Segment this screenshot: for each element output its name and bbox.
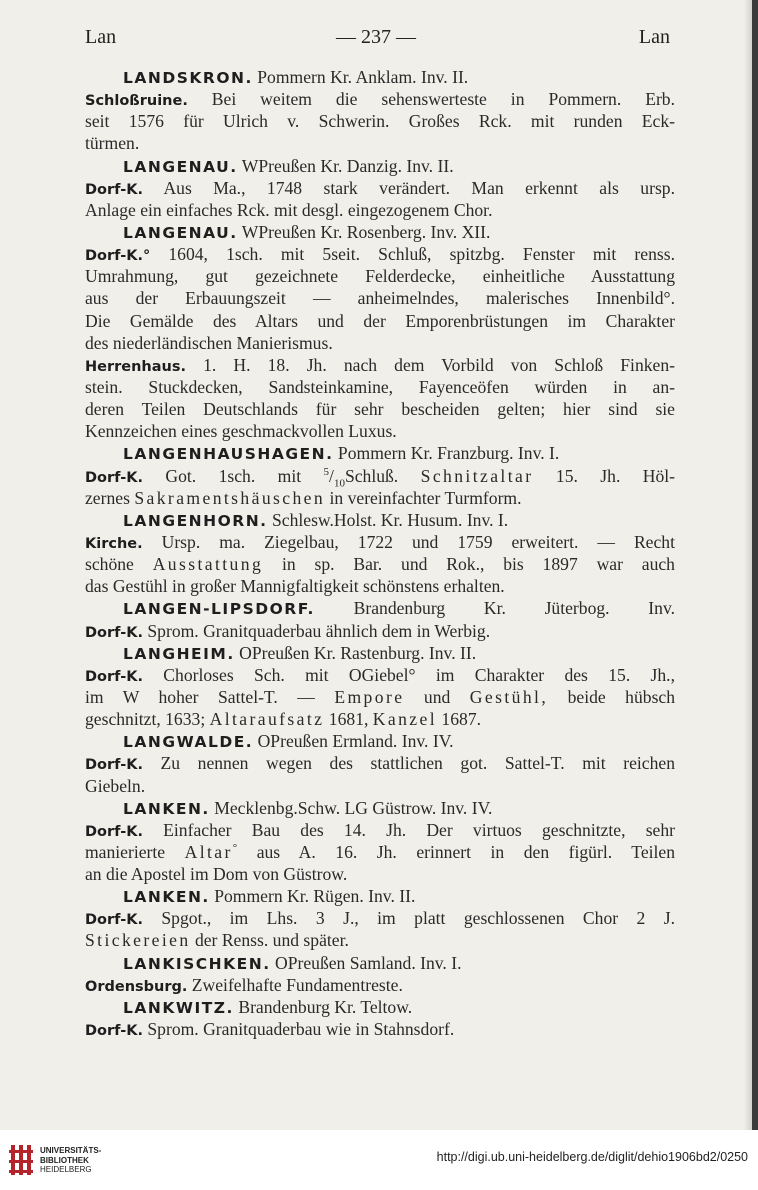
library-name: UNIVERSITÄTS- BIBLIOTHEK HEIDELBERG — [40, 1146, 102, 1174]
text-line: LANGENHORN. Schlesw.Holst. Kr. Husum. Inv. I. — [123, 509, 509, 530]
emphasized-term: Schnitzaltar — [420, 465, 534, 486]
text-line: LANGWALDE. OPreußen Ermland. Inv. IV. — [123, 731, 454, 752]
text-line: LANKWITZ. Brandenburg Kr. Teltow. — [123, 996, 413, 1017]
text-line: Dorf-K. Sprom. Granitquaderbau ähnlich dem in Werbig. — [85, 620, 491, 641]
emphasized-term: Kanzel — [372, 709, 438, 730]
page-body — [85, 66, 675, 1040]
text-line: LANKEN. Mecklenbg.Schw. LG Güstrow. Inv. IV. — [123, 797, 493, 818]
entry-keyword: Dorf-K. — [85, 1023, 143, 1040]
text-line: Schloßruine. Bei weitem die sehenswerteste in Pommern. Erb. — [85, 89, 675, 110]
text-line: Dorf-K. Aus Ma., 1748 stark verändert. Man erkennt als ursp. — [85, 177, 675, 198]
emphasized-term: Sakramentshäuschen — [134, 487, 326, 508]
text-line: Kennzeichen eines geschmackvollen Luxus. — [85, 421, 397, 442]
entry-headword: LANGHEIM. — [123, 644, 235, 663]
fraction-numerator: 5 — [323, 465, 330, 478]
viewer-footer — [0, 1130, 758, 1190]
text-line: aus der Erbauungszeit — anheimelndes, malerisches Innenbild°. — [85, 288, 675, 309]
text-line: LANGHEIM. OPreußen Kr. Rastenburg. Inv. II. — [123, 642, 477, 663]
entry-keyword: Dorf-K. — [85, 757, 143, 774]
text-line: Dorf-K. Sprom. Granitquaderbau wie in Stahnsdorf. — [85, 1019, 455, 1040]
entry-keyword: Dorf-K. — [85, 823, 143, 840]
text-line: Umrahmung, gut gezeichnete Felderdecke, einheitliche Ausstattung — [85, 266, 675, 287]
entry-headword: LANKWITZ. — [123, 998, 234, 1017]
entry-keyword: Ordensburg. — [85, 978, 188, 995]
entry-headword: LANGENAU. — [123, 157, 238, 176]
text-line: LANGEN-LIPSDORF. Brandenburg Kr. Jüterbog. Inv. — [123, 598, 675, 619]
entry-headword: LANKEN. — [123, 799, 210, 818]
text-line: Kirche. Ursp. ma. Ziegelbau, 1722 und 1759 erweitert. — Recht — [85, 531, 675, 552]
text-line: zernes Sakramentshäuschen in vereinfachter Turmform. — [85, 487, 522, 508]
entry-keyword: Dorf-K. — [85, 624, 143, 641]
emphasized-term: Stickereien — [85, 930, 191, 951]
illustration-mark: ° — [232, 842, 238, 855]
entry-keyword: Dorf-K. — [85, 668, 143, 685]
text-line: Die Gemälde des Altars und der Emporenbrüstungen im Charakter — [85, 310, 675, 331]
entry-headword: LANGENAU. — [123, 223, 238, 242]
text-line: Stickereien der Renss. und später. — [85, 930, 349, 951]
entry-headword: LANDSKRON. — [123, 69, 253, 87]
text-line: türmen. — [85, 133, 140, 154]
entry-headword: LANKISCHKEN. — [123, 954, 271, 973]
text-line: Dorf-K. Chorloses Sch. mit OGiebel° im Charakter des 15. Jh., — [85, 664, 675, 685]
text-line: Anlage ein einfaches Rck. mit desgl. eingezogenem Chor. — [85, 199, 493, 220]
text-line: Dorf-K.° 1604, 1sch. mit 5seit. Schluß, spitzbg. Fenster mit renss. — [85, 244, 675, 265]
text-line: LANKISCHKEN. OPreußen Samland. Inv. I. — [123, 952, 462, 973]
text-line: geschnitzt, 1633; Altaraufsatz 1681, Kanzel 1687. — [85, 709, 482, 730]
text-line: LANKEN. Pommern Kr. Rügen. Inv. II. — [123, 886, 416, 907]
emphasized-term: Empore — [334, 686, 405, 707]
text-line: Ordensburg. Zweifelhafte Fundamentreste. — [85, 974, 403, 995]
page-number: — 237 — — [336, 26, 416, 48]
text-line: LANGENHAUSHAGEN. Pommern Kr. Franzburg. Inv. I. — [123, 443, 560, 464]
running-head-right: Lan — [638, 26, 670, 48]
text-line: manierierte Altar° aus A. 16. Jh. erinnert in den figürl. Teilen — [85, 841, 676, 862]
entry-keyword: Kirche. — [85, 535, 143, 552]
text-line: LANGENAU. WPreußen Kr. Rosenberg. Inv. XII. — [123, 221, 491, 242]
entry-keyword: Dorf-K. — [85, 912, 143, 929]
entry-headword: LANGENHAUSHAGEN. — [123, 445, 334, 464]
text-line: Giebeln. — [85, 775, 146, 796]
entry-keyword: Schloßruine. — [85, 93, 188, 110]
text-line: Dorf-K. Spgot., im Lhs. 3 J., im platt geschlossenen Chor 2 J. — [85, 908, 675, 929]
entry-headword: LANGEN-LIPSDORF. — [123, 600, 315, 619]
emphasized-term: Altaraufsatz — [209, 709, 325, 730]
text-line: deren Teilen Deutschlands für sehr bescheiden gelten; hier sind sie — [85, 399, 675, 420]
permalink[interactable]: http://digi.ub.uni-heidelberg.de/diglit/dehio1906bd2/0250 — [436, 1150, 748, 1164]
running-head-left: Lan — [85, 26, 117, 48]
text-line: stein. Stuckdecken, Sandsteinkamine, Fayenceöfen würden in an- — [85, 376, 675, 397]
entry-headword: LANKEN. — [123, 888, 210, 907]
university-library-logo-icon — [8, 1143, 34, 1177]
entry-keyword: Dorf-K. — [85, 469, 143, 486]
text-line: LANGENAU. WPreußen Kr. Danzig. Inv. II. — [123, 155, 454, 176]
text-line: Dorf-K. Einfacher Bau des 14. Jh. Der virtuos geschnitzte, sehr — [85, 819, 676, 840]
entry-keyword: Dorf-K. — [85, 181, 143, 198]
entry-keyword: Herrenhaus. — [85, 358, 186, 375]
text-line: schöne Ausstattung in sp. Bar. und Rok., bis 1897 war auch — [85, 554, 675, 575]
emphasized-term: Ausstattung — [152, 554, 264, 575]
entry-keyword: Dorf-K.° — [85, 248, 151, 265]
text-line: Herrenhaus. 1. H. 18. Jh. nach dem Vorbild von Schloß Finken- — [85, 354, 675, 375]
text-line: seit 1576 für Ulrich v. Schwerin. Großes Rck. mit runden Eck- — [85, 111, 675, 132]
entry-headword: LANGENHORN. — [123, 511, 268, 530]
entry-headword: LANGWALDE. — [123, 733, 254, 752]
emphasized-term: Altar — [184, 841, 233, 862]
emphasized-term: Gestühl, — [469, 686, 549, 707]
text-line: im W hoher Sattel-T. — Empore und Gestühl, beide hübsch — [85, 686, 676, 707]
text-line: des niederländischen Manierismus. — [85, 332, 333, 353]
text-line: Dorf-K. Got. 1sch. mit $^5/_{10}Schluß$. Schnitzaltar 15. Jh. Höl- — [85, 465, 675, 490]
text-line: an die Apostel im Dom von Güstrow. — [85, 864, 348, 885]
fraction-denominator: 10 — [333, 477, 345, 490]
text-line: LANDSKRON. Pommern Kr. Anklam. Inv. II. — [123, 67, 469, 87]
text-line: Dorf-K. Zu nennen wegen des stattlichen got. Sattel-T. mit reichen — [85, 753, 675, 774]
text-line: das Gestühl in großer Mannigfaltigkeit schönstens erhalten. — [85, 576, 505, 597]
